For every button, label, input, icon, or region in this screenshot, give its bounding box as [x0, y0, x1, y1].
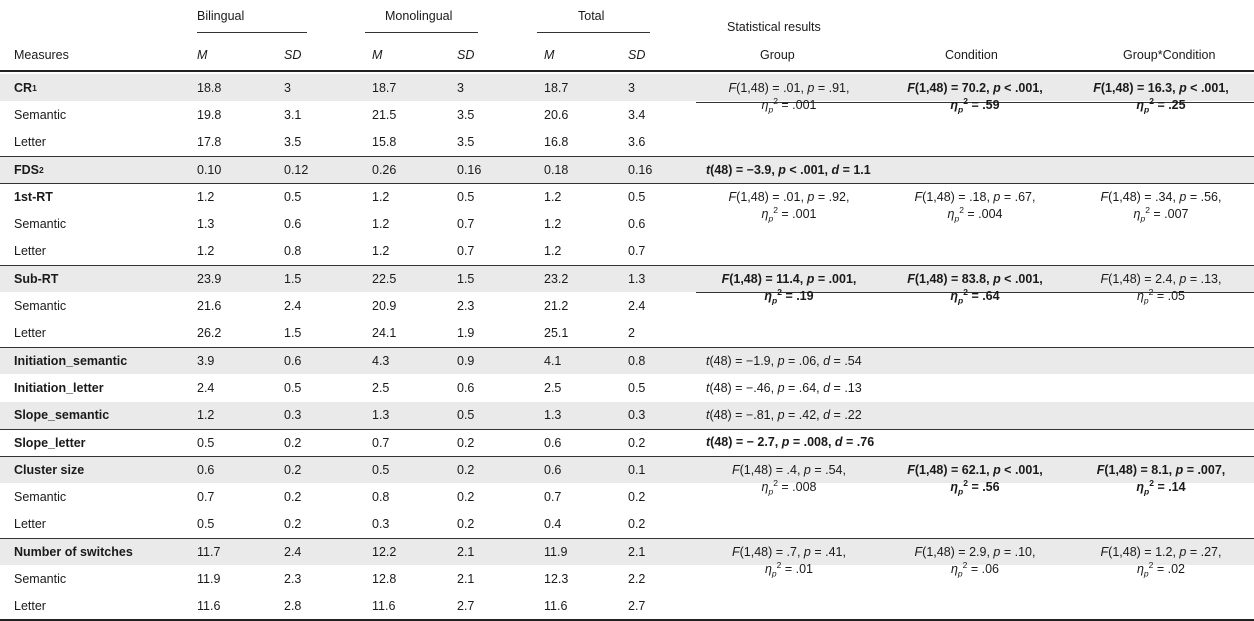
stat-cluster-gc-line1: F(1,48) = 8.1, p = .007, — [1096, 463, 1226, 477]
stat-cr-condition-line2: $\eta_p^2 = .59$ — [950, 95, 1000, 115]
value-cell: 0.6 — [284, 353, 302, 368]
row-label-text: FDS — [14, 162, 39, 177]
value-cell: 2 — [628, 326, 635, 341]
value-cell: 0.12 — [284, 162, 309, 177]
value-cell: 0.10 — [197, 162, 222, 177]
row-label — [14, 402, 109, 429]
stat-init-sem-line1: t(48) = −1.9, p = .06, d = .54 — [706, 354, 862, 368]
stat-cluster-group-line2: $\eta_p^2 = .008$ — [761, 477, 817, 497]
row-label-text: Semantic — [14, 299, 67, 314]
rule-cluster-top — [0, 456, 1254, 457]
value-cell: 0.3 — [284, 408, 302, 423]
stat-subrt-group-line2: $\eta_p^2 = .19$ — [764, 286, 814, 306]
value-cell: 17.8 — [197, 135, 222, 150]
table-row — [0, 347, 1254, 374]
stat-1strt-gc-line2: $\eta_p^2 = .007$ — [1133, 204, 1189, 224]
value-cell: 2.4 — [284, 299, 302, 314]
row-label-text: Slope_letter — [14, 435, 86, 450]
row-label-text: Sub-RT — [14, 271, 59, 286]
value-cell: 3.4 — [628, 107, 646, 122]
value-cell: 0.7 — [457, 244, 475, 259]
row-label-text: Letter — [14, 517, 46, 532]
stat-cr-group-line2: $\eta_p^2 = .001$ — [761, 95, 817, 115]
stat-switches-condition-line2: $\eta_p^2 = .06$ — [950, 559, 1000, 579]
underline-bilingual — [197, 32, 307, 33]
header-sd-monolingual: SD — [457, 48, 475, 62]
row-label — [14, 292, 66, 319]
value-cell: 21.2 — [544, 299, 569, 314]
header-group: Group — [760, 48, 795, 62]
value-cell: 0.5 — [628, 380, 646, 395]
value-cell: 1.2 — [197, 408, 215, 423]
stat-1strt-group-line1: F(1,48) = .01, p = .92, — [728, 190, 850, 204]
value-cell: 3.5 — [457, 135, 475, 150]
header-group-monolingual: Monolingual — [385, 9, 453, 23]
stat-initiation-letter — [706, 380, 862, 397]
value-cell: 0.2 — [284, 517, 302, 532]
row-label-text: Number of switches — [14, 544, 133, 559]
value-cell: 0.8 — [372, 490, 390, 505]
stat-switches-gc-line1: F(1,48) = 1.2, p = .27, — [1100, 545, 1222, 559]
value-cell: 0.7 — [372, 435, 390, 450]
value-cell: 0.16 — [457, 162, 482, 177]
stat-subrt-gc-line2: $\eta_p^2 = .05$ — [1136, 286, 1186, 306]
value-cell: 0.8 — [284, 244, 302, 259]
value-cell: 1.3 — [372, 408, 390, 423]
value-cell: 0.18 — [544, 162, 569, 177]
stat-switches-condition-line1: F(1,48) = 2.9, p = .10, — [914, 545, 1036, 559]
header-m-monolingual: M — [372, 48, 383, 62]
row-label — [14, 211, 66, 238]
value-cell: 0.4 — [544, 517, 562, 532]
row-label-text: Semantic — [14, 217, 67, 232]
value-cell: 23.2 — [544, 271, 569, 286]
stat-fds-group-line1: t(48) = −3.9, p < .001, d = 1.1 — [706, 163, 871, 177]
value-cell: 3.5 — [457, 107, 475, 122]
stat-subrt-group-line1: F(1,48) = 11.4, p = .001, — [721, 272, 857, 286]
stat-1strt-condition-line2: $\eta_p^2 = .004$ — [947, 204, 1003, 224]
value-cell: 1.2 — [544, 244, 562, 259]
header-group-condition: Group*Condition — [1123, 48, 1216, 62]
value-cell: 0.5 — [284, 380, 302, 395]
value-cell: 2.4 — [197, 380, 215, 395]
row-label-text: Letter — [14, 135, 46, 150]
value-cell: 0.6 — [544, 462, 562, 477]
table-row — [0, 593, 1254, 620]
row-label — [14, 484, 66, 511]
stat-cluster-condition-line1: F(1,48) = 62.1, p < .001, — [907, 463, 1043, 477]
value-cell: 2.3 — [457, 299, 475, 314]
table-row — [0, 238, 1254, 265]
value-cell: 1.9 — [457, 326, 475, 341]
row-label-text: Cluster size — [14, 462, 85, 477]
value-cell: 11.6 — [372, 599, 396, 614]
table-row — [0, 156, 1254, 183]
value-cell: 1.3 — [628, 271, 646, 286]
stat-cr-condition-line1: F(1,48) = 70.2, p < .001, — [907, 81, 1043, 95]
value-cell: 0.3 — [628, 408, 646, 423]
value-cell: 3.5 — [284, 135, 302, 150]
table-row — [0, 511, 1254, 538]
value-cell: 3.1 — [284, 107, 302, 122]
stat-subrt-gc-line1: F(1,48) = 2.4, p = .13, — [1100, 272, 1222, 286]
rule-init-top — [0, 347, 1254, 348]
value-cell: 2.8 — [284, 599, 302, 614]
stat-slope-sem-line1: t(48) = −.81, p = .42, d = .22 — [706, 408, 862, 422]
value-cell: 2.5 — [544, 380, 562, 395]
row-label — [14, 565, 66, 592]
value-cell: 2.1 — [628, 544, 646, 559]
value-cell: 0.7 — [628, 244, 646, 259]
rule-subrt-top — [0, 265, 1254, 266]
row-label-text: Semantic — [14, 490, 67, 505]
value-cell: 23.9 — [197, 271, 222, 286]
value-cell: 2.3 — [284, 572, 302, 587]
header-group-bilingual: Bilingual — [197, 9, 245, 23]
value-cell: 15.8 — [372, 135, 397, 150]
value-cell: 0.7 — [544, 490, 562, 505]
value-cell: 12.2 — [372, 544, 397, 559]
stat-cr-group — [696, 80, 882, 114]
value-cell: 0.7 — [457, 217, 475, 232]
value-cell: 0.6 — [628, 217, 646, 232]
stat-subrt-condition-line1: F(1,48) = 83.8, p < .001, — [907, 272, 1043, 286]
rule-fds-top — [0, 156, 1254, 157]
value-cell: 20.6 — [544, 107, 569, 122]
value-cell: 2.7 — [457, 599, 475, 614]
row-label-text: Letter — [14, 326, 46, 341]
stat-switches-group-line1: F(1,48) = .7, p = .41, — [732, 545, 846, 559]
table-row — [0, 374, 1254, 401]
value-cell: 3 — [284, 80, 291, 95]
stat-cr-condition — [882, 80, 1068, 114]
stat-cr-group-condition — [1068, 80, 1254, 114]
stat-subrt-group-condition — [1068, 271, 1254, 305]
value-cell: 0.5 — [628, 189, 646, 204]
stat-slope-semantic — [706, 407, 862, 424]
value-cell: 0.2 — [284, 462, 302, 477]
header-m-bilingual: M — [197, 48, 208, 62]
value-cell: 0.2 — [284, 490, 302, 505]
rule-slope-letter-top — [0, 429, 1254, 430]
value-cell: 1.2 — [544, 189, 562, 204]
stat-1strt-group — [696, 189, 882, 223]
table-row — [0, 429, 1254, 456]
stat-cr-group-line1: F(1,48) = .01, p = .91, — [728, 81, 850, 95]
stat-slope-let-line1: t(48) = − 2.7, p = .008, d = .76 — [706, 435, 875, 449]
row-label-text: Initiation_letter — [14, 380, 104, 395]
stat-cr-gc-line1: F(1,48) = 16.3, p < .001, — [1093, 81, 1229, 95]
header-rule — [0, 70, 1254, 72]
rule-fds-bottom — [0, 183, 1254, 184]
row-label-text: Semantic — [14, 572, 67, 587]
value-cell: 0.7 — [197, 490, 215, 505]
value-cell: 2.4 — [284, 544, 302, 559]
value-cell: 0.6 — [197, 462, 215, 477]
value-cell: 11.6 — [544, 599, 568, 614]
stat-1strt-group-line2: $\eta_p^2 = .001$ — [761, 204, 817, 224]
value-cell: 16.8 — [544, 135, 569, 150]
value-cell: 0.5 — [284, 189, 302, 204]
value-cell: 22.5 — [372, 271, 397, 286]
value-cell: 25.1 — [544, 326, 569, 341]
stat-1strt-condition — [882, 189, 1068, 223]
value-cell: 0.6 — [457, 380, 475, 395]
header-stat-title: Statistical results — [727, 20, 821, 34]
value-cell: 0.2 — [628, 490, 646, 505]
value-cell: 4.3 — [372, 353, 390, 368]
value-cell: 1.5 — [284, 326, 302, 341]
value-cell: 11.9 — [544, 544, 568, 559]
value-cell: 21.5 — [372, 107, 397, 122]
value-cell: 0.5 — [457, 408, 475, 423]
table-bottom-rule — [0, 619, 1254, 621]
value-cell: 1.2 — [544, 217, 562, 232]
value-cell: 0.5 — [457, 189, 475, 204]
value-cell: 0.8 — [628, 353, 646, 368]
value-cell: 3 — [457, 80, 464, 95]
stat-slope-letter — [706, 434, 874, 451]
value-cell: 2.4 — [628, 299, 646, 314]
value-cell: 0.2 — [628, 517, 646, 532]
value-cell: 3 — [628, 80, 635, 95]
value-cell: 0.6 — [544, 435, 562, 450]
table-row — [0, 320, 1254, 347]
stat-cluster-group — [696, 462, 882, 496]
row-label-text: Letter — [14, 244, 46, 259]
value-cell: 1.5 — [284, 271, 302, 286]
value-cell: 12.8 — [372, 572, 397, 587]
row-label — [14, 511, 46, 538]
value-cell: 18.7 — [544, 80, 569, 95]
row-label — [14, 183, 53, 210]
value-cell: 2.1 — [457, 572, 475, 587]
value-cell: 3.9 — [197, 353, 215, 368]
rule-switches-top — [0, 538, 1254, 539]
value-cell: 2.5 — [372, 380, 390, 395]
stat-switches-group — [696, 544, 882, 578]
stat-switches-group-condition — [1068, 544, 1254, 578]
value-cell: 1.3 — [544, 408, 562, 423]
value-cell: 0.6 — [284, 217, 302, 232]
row-label — [14, 129, 46, 156]
stat-switches-gc-line2: $\eta_p^2 = .02$ — [1136, 559, 1186, 579]
value-cell: 21.6 — [197, 299, 222, 314]
row-label-text: CR — [14, 80, 33, 95]
value-cell: 0.5 — [372, 462, 390, 477]
value-cell: 0.5 — [197, 435, 215, 450]
value-cell: 2.7 — [628, 599, 646, 614]
value-cell: 1.2 — [372, 244, 390, 259]
value-cell: 2.2 — [628, 572, 646, 587]
value-cell: 4.1 — [544, 353, 562, 368]
row-label-text: 1st-RT — [14, 189, 53, 204]
value-cell: 3.6 — [628, 135, 646, 150]
row-label-text: Semantic — [14, 107, 67, 122]
value-cell: 1.2 — [197, 244, 215, 259]
stat-cr-gc-line2: $\eta_p^2 = .25$ — [1136, 95, 1186, 115]
table-row — [0, 129, 1254, 156]
stat-subrt-condition-line2: $\eta_p^2 = .64$ — [950, 286, 1000, 306]
row-label — [14, 456, 84, 483]
stat-1strt-group-condition — [1068, 189, 1254, 223]
stat-subrt-group — [696, 271, 882, 305]
table-row — [0, 402, 1254, 429]
row-label: FDS 2 — [14, 162, 44, 177]
value-cell: 0.16 — [628, 162, 653, 177]
row-label — [14, 593, 46, 620]
value-cell: 11.9 — [197, 572, 221, 587]
value-cell: 1.2 — [197, 189, 215, 204]
value-cell: 24.1 — [372, 326, 397, 341]
value-cell: 0.9 — [457, 353, 475, 368]
value-cell: 19.8 — [197, 107, 222, 122]
value-cell: 1.3 — [197, 217, 215, 232]
header-condition: Condition — [945, 48, 998, 62]
stat-init-let-line1: t(48) = −.46, p = .64, d = .13 — [706, 381, 862, 395]
value-cell: 0.26 — [372, 162, 397, 177]
stat-cluster-condition — [882, 462, 1068, 496]
stat-cluster-condition-line2: $\eta_p^2 = .56$ — [950, 477, 1000, 497]
value-cell: 0.2 — [628, 435, 646, 450]
header-sd-bilingual: SD — [284, 48, 302, 62]
row-label — [14, 374, 104, 401]
header-measures: Measures — [14, 48, 69, 62]
value-cell: 12.3 — [544, 572, 569, 587]
row-label-text: Initiation_semantic — [14, 353, 128, 368]
row-label-text: Slope_semantic — [14, 408, 110, 423]
row-label — [14, 429, 86, 456]
stat-fds-group — [706, 162, 871, 179]
value-cell: 11.6 — [197, 599, 221, 614]
value-cell: 1.2 — [372, 217, 390, 232]
stat-cluster-group-line1: F(1,48) = .4, p = .54, — [732, 463, 846, 477]
value-cell: 0.1 — [628, 462, 646, 477]
stat-1strt-gc-line1: F(1,48) = .34, p = .56, — [1100, 190, 1222, 204]
stat-1strt-condition-line1: F(1,48) = .18, p = .67, — [914, 190, 1036, 204]
value-cell: 0.2 — [284, 435, 302, 450]
value-cell: 1.2 — [372, 189, 390, 204]
value-cell: 0.5 — [197, 517, 215, 532]
value-cell: 11.7 — [197, 544, 221, 559]
row-label — [14, 538, 133, 565]
row-label — [14, 101, 66, 128]
header-m-total: M — [544, 48, 555, 62]
value-cell: 18.7 — [372, 80, 397, 95]
stat-initiation-semantic — [706, 353, 862, 370]
underline-total — [537, 32, 650, 33]
value-cell: 0.2 — [457, 435, 475, 450]
stat-switches-group-line2: $\eta_p^2 = .01$ — [764, 559, 814, 579]
value-cell: 0.3 — [372, 517, 390, 532]
stat-cluster-group-condition — [1068, 462, 1254, 496]
row-label — [14, 265, 58, 292]
value-cell: 20.9 — [372, 299, 397, 314]
value-cell: 0.2 — [457, 490, 475, 505]
stat-cluster-gc-line2: $\eta_p^2 = .14$ — [1136, 477, 1186, 497]
value-cell: 1.5 — [457, 271, 475, 286]
row-label-text: Letter — [14, 599, 46, 614]
underline-monolingual — [365, 32, 478, 33]
stat-subrt-condition — [882, 271, 1068, 305]
value-cell: 0.2 — [457, 517, 475, 532]
row-label — [14, 347, 127, 374]
value-cell: 0.2 — [457, 462, 475, 477]
value-cell: 18.8 — [197, 80, 222, 95]
row-label — [14, 320, 46, 347]
header-sd-total: SD — [628, 48, 646, 62]
row-label — [14, 238, 46, 265]
row-label: CR 1 — [14, 80, 37, 95]
header-group-total: Total — [578, 9, 605, 23]
stat-switches-condition — [882, 544, 1068, 578]
value-cell: 26.2 — [197, 326, 222, 341]
value-cell: 2.1 — [457, 544, 475, 559]
